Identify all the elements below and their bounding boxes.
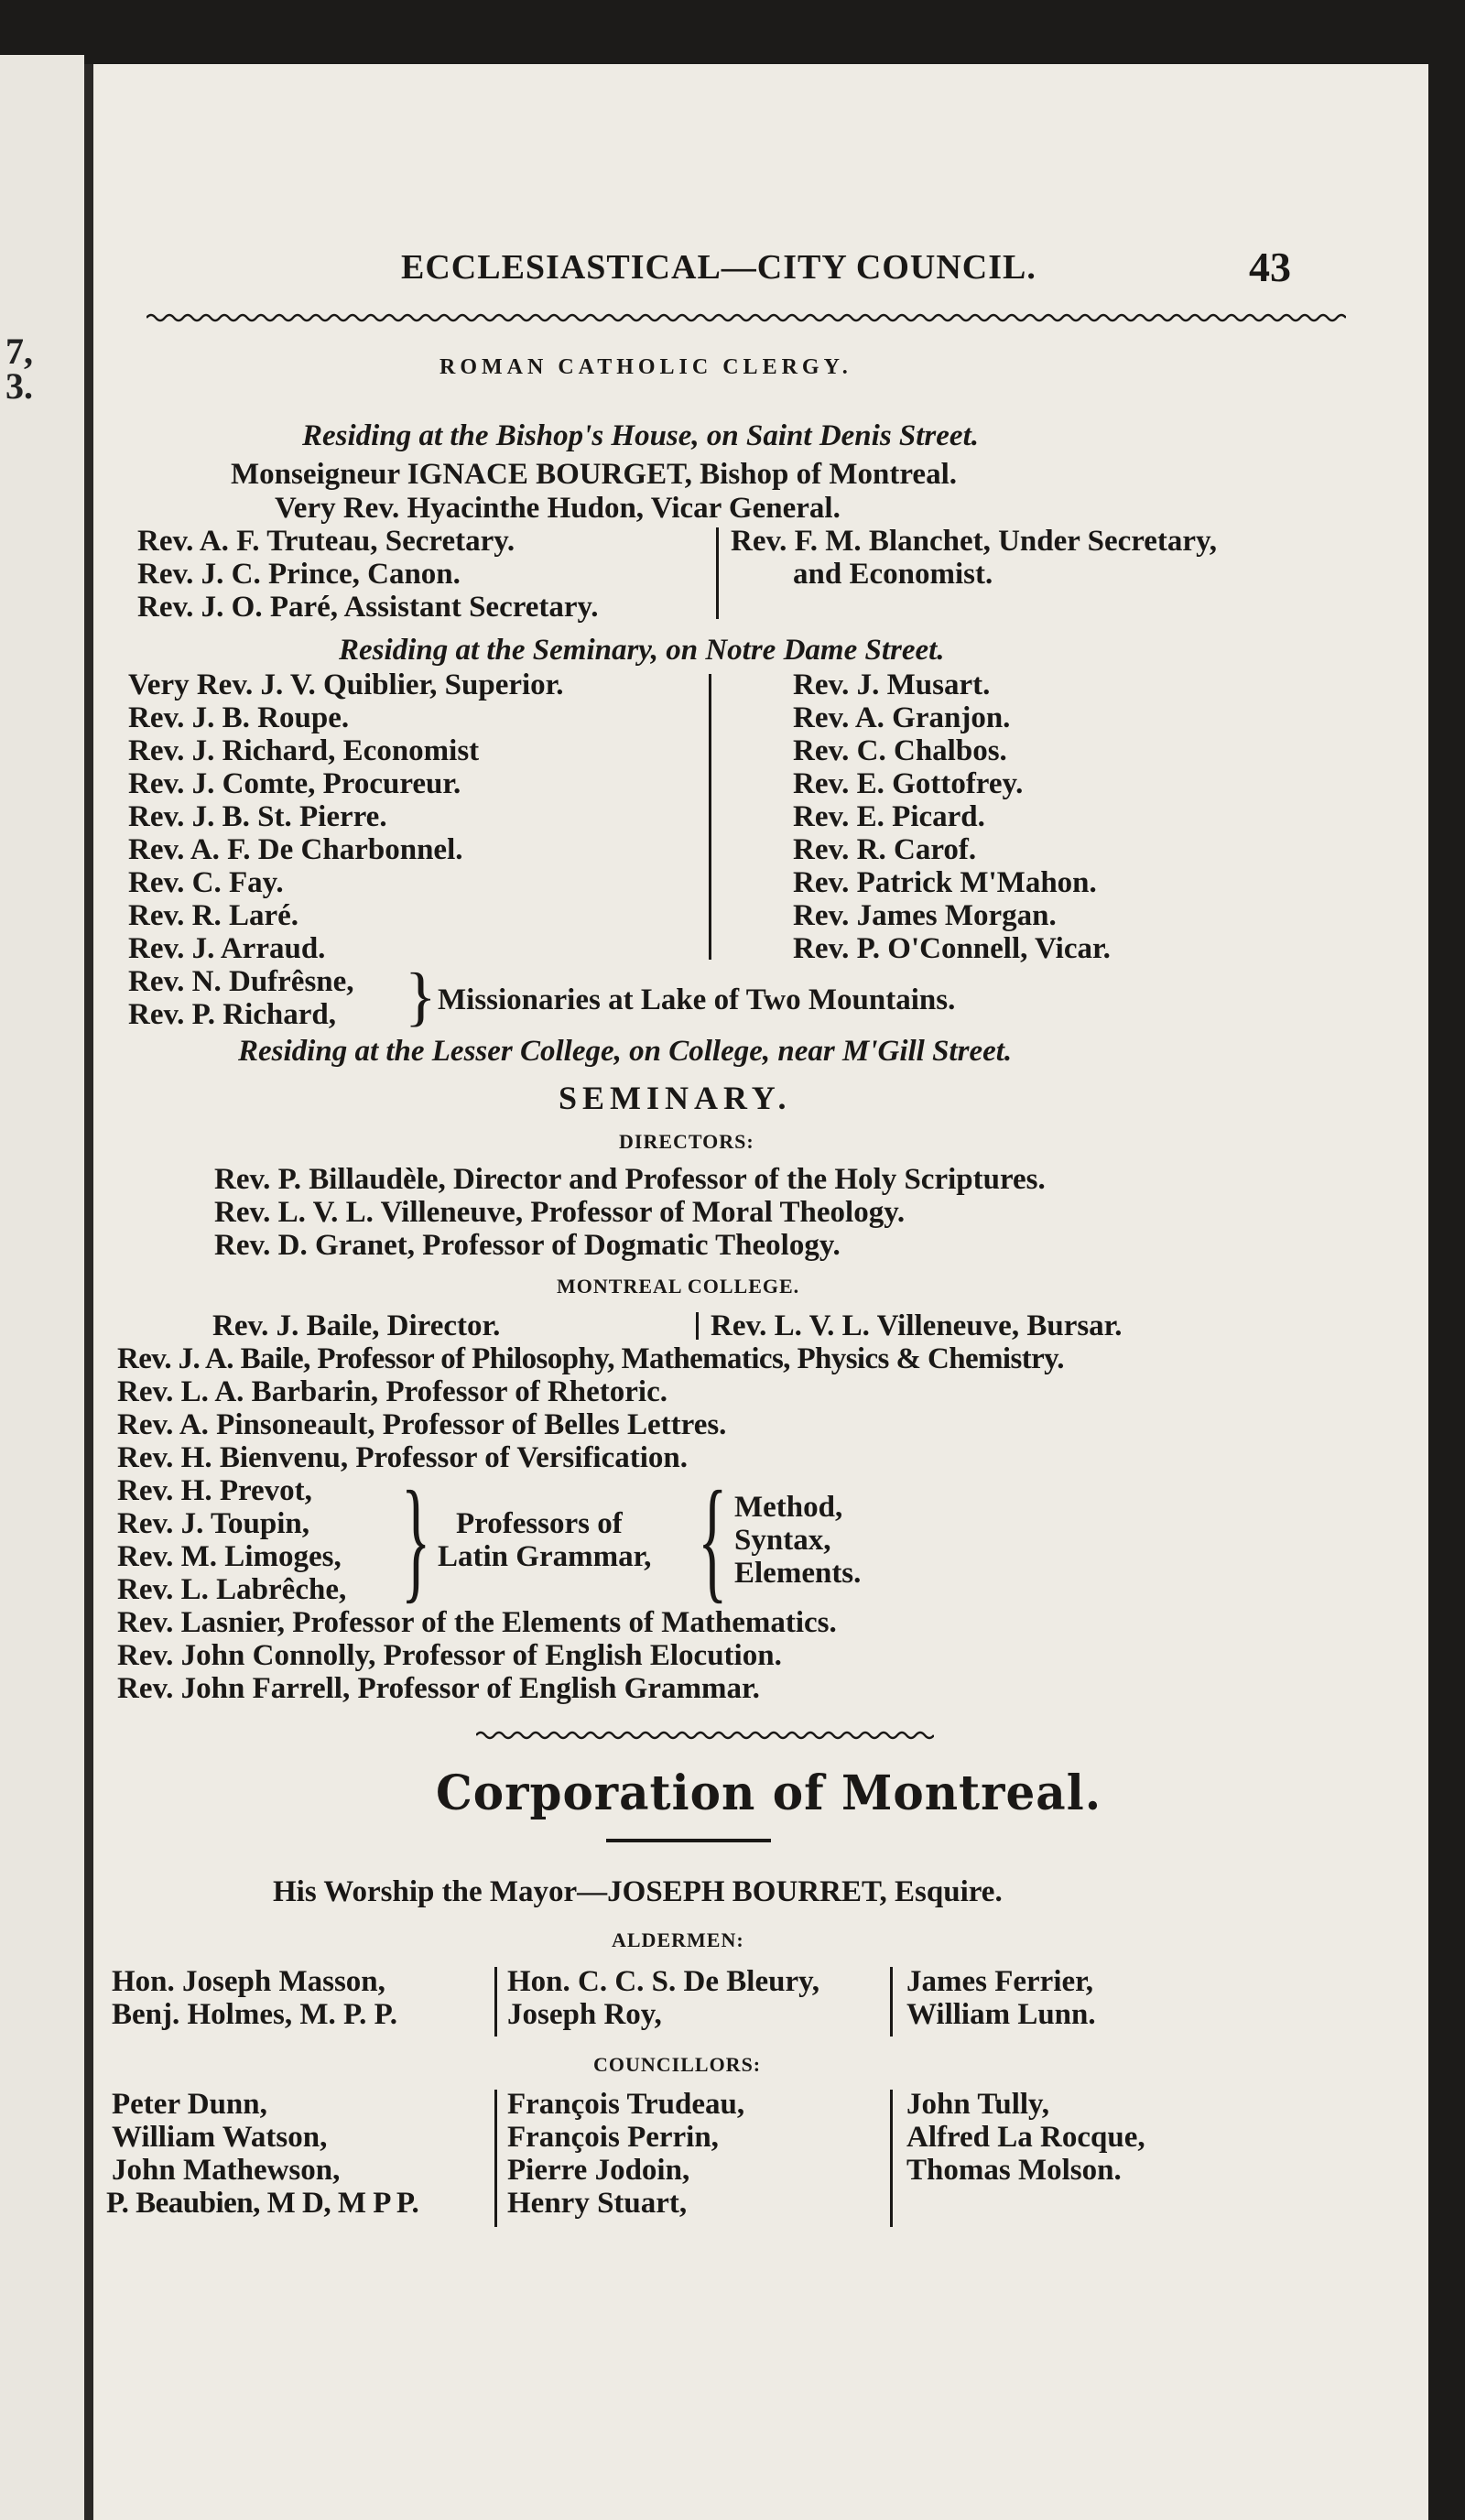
- brace-icon: {: [698, 1463, 728, 1615]
- clergy-entry: Rev. C. Chalbos.: [793, 734, 1007, 767]
- clergy-entry: Rev. E. Gottofrey.: [793, 767, 1024, 800]
- councillor-entry: John Mathewson,: [112, 2154, 341, 2187]
- clergy-entry: Rev. J. Arraud.: [128, 932, 326, 965]
- councillor-entry: John Tully,: [906, 2088, 1049, 2121]
- clergy-entry: Rev. J. Comte, Procureur.: [128, 767, 461, 800]
- brace-icon: }: [405, 960, 437, 1033]
- professor-entry: Rev. A. Pinsoneault, Professor of Belles Lettres.: [117, 1408, 727, 1441]
- alderman-entry: William Lunn.: [906, 1998, 1096, 2031]
- councillor-entry: William Watson,: [112, 2121, 328, 2154]
- clergy-entry: Rev. C. Fay.: [128, 866, 284, 899]
- councillor-entry: Pierre Jodoin,: [507, 2154, 690, 2187]
- alderman-entry: Hon. Joseph Masson,: [112, 1965, 385, 1998]
- column-divider: [696, 1312, 699, 1340]
- clergy-entry: Rev. J. B. St. Pierre.: [128, 800, 387, 833]
- margin-fragment: 3.: [5, 365, 33, 407]
- adjacent-page-edge: [0, 55, 84, 2520]
- clergy-entry: Rev. R. Laré.: [128, 899, 299, 932]
- title-underline: [606, 1839, 771, 1842]
- alderman-entry: Hon. C. C. S. De Bleury,: [507, 1965, 820, 1998]
- latin-professor: Rev. L. Labrêche,: [117, 1573, 347, 1606]
- clergy-entry: Rev. F. M. Blanchet, Under Secretary,: [731, 525, 1217, 558]
- clergy-entry: Rev. P. O'Connell, Vicar.: [793, 932, 1111, 965]
- college-bursar: Rev. L. V. L. Villeneuve, Bursar.: [711, 1309, 1123, 1342]
- seminary-title: SEMINARY.: [559, 1080, 792, 1116]
- councillor-entry: Alfred La Rocque,: [906, 2121, 1145, 2154]
- director-entry: Rev. P. Billaudèle, Director and Professor of the Holy Scriptures.: [214, 1163, 1046, 1196]
- clergy-entry: Rev. James Morgan.: [793, 899, 1057, 932]
- alderman-entry: Benj. Holmes, M. P. P.: [112, 1998, 397, 2031]
- clergy-entry: Rev. A. F. De Charbonnel.: [128, 833, 463, 866]
- aldermen-label: ALDERMEN:: [612, 1928, 744, 1951]
- bishop-entry: Monseigneur IGNACE BOURGET, Bishop of Montreal.: [231, 458, 957, 491]
- column-divider: [709, 674, 711, 960]
- clergy-entry: Rev. J. O. Paré, Assistant Secretary.: [137, 591, 599, 624]
- professor-entry: Rev. L. A. Barbarin, Professor of Rhetoric.: [117, 1375, 667, 1408]
- latin-professor: Rev. M. Limoges,: [117, 1540, 342, 1573]
- brace-icon: }: [401, 1463, 431, 1615]
- page-number: 43: [1249, 244, 1291, 290]
- councillor-entry: Thomas Molson.: [906, 2154, 1122, 2187]
- column-divider: [890, 1967, 893, 2037]
- college-director: Rev. J. Baile, Director.: [212, 1309, 501, 1342]
- councillor-entry: François Perrin,: [507, 2121, 719, 2154]
- clergy-entry: Rev. A. F. Truteau, Secretary.: [137, 525, 515, 558]
- professor-entry: Rev. H. Bienvenu, Professor of Versification.: [117, 1441, 689, 1474]
- director-entry: Rev. D. Granet, Professor of Dogmatic Theology.: [214, 1229, 841, 1262]
- clergy-entry: Rev. Patrick M'Mahon.: [793, 866, 1097, 899]
- councillor-entry: Henry Stuart,: [507, 2187, 688, 2220]
- latin-subject: Syntax,: [734, 1524, 831, 1557]
- latin-subject: Elements.: [734, 1557, 862, 1590]
- councillor-entry: P. Beaubien, M D, M P P.: [106, 2187, 419, 2220]
- mayor-entry: His Worship the Mayor—JOSEPH BOURRET, Esquire.: [273, 1875, 1003, 1908]
- clergy-entry: Rev. J. B. Roupe.: [128, 701, 350, 734]
- clergy-entry: Rev. J. C. Prince, Canon.: [137, 558, 461, 591]
- professor-entry: Rev. John Farrell, Professor of English Grammar.: [117, 1672, 760, 1705]
- clergy-entry: Rev. J. Richard, Economist: [128, 734, 480, 767]
- clergy-entry: Rev. R. Carof.: [793, 833, 977, 866]
- lesser-college-heading: Residing at the Lesser College, on College, near M'Gill Street.: [238, 1035, 1013, 1068]
- column-divider: [494, 1967, 497, 2037]
- councillors-label: COUNCILLORS:: [593, 2053, 762, 2076]
- vicar-entry: Very Rev. Hyacinthe Hudon, Vicar General.: [275, 492, 841, 525]
- professor-entry: Rev. J. A. Baile, Professor of Philosophy, Mathematics, Physics & Chemistry.: [117, 1342, 1064, 1375]
- clergy-entry: Rev. J. Musart.: [793, 668, 991, 701]
- latin-professor: Rev. J. Toupin,: [117, 1507, 310, 1540]
- professor-entry: Rev. John Connolly, Professor of English Elocution.: [117, 1639, 782, 1672]
- latin-professor: Rev. H. Prevot,: [117, 1474, 312, 1507]
- column-divider: [494, 2090, 497, 2227]
- latin-grammar-label: Professors of: [456, 1507, 623, 1540]
- clergy-entry: Rev. A. Granjon.: [793, 701, 1011, 734]
- section-wavy-rule: [476, 1729, 934, 1742]
- missionaries-note: Missionaries at Lake of Two Mountains.: [438, 983, 956, 1016]
- councillor-entry: Peter Dunn,: [112, 2088, 267, 2121]
- councillor-entry: François Trudeau,: [507, 2088, 745, 2121]
- directors-label: DIRECTORS:: [619, 1130, 754, 1153]
- column-divider: [890, 2090, 893, 2227]
- document-page: [84, 64, 1428, 2520]
- clergy-entry: Rev. P. Richard,: [128, 998, 337, 1031]
- margin-fragment: 7,: [5, 331, 33, 372]
- clergy-entry: and Economist.: [793, 558, 993, 591]
- corporation-title: Corporation of Montreal.: [436, 1764, 1102, 1821]
- director-entry: Rev. L. V. L. Villeneuve, Professor of Moral Theology.: [214, 1196, 906, 1229]
- running-title: ECCLESIASTICAL—CITY COUNCIL.: [401, 248, 1036, 287]
- column-divider: [716, 527, 719, 619]
- seminary-residence-heading: Residing at the Seminary, on Notre Dame Street.: [339, 634, 945, 667]
- clergy-entry: Rev. N. Dufrêsne,: [128, 965, 354, 998]
- header-wavy-rule: [146, 311, 1346, 324]
- bishops-house-heading: Residing at the Bishop's House, on Saint Denis Street.: [302, 419, 979, 452]
- latin-grammar-label: Latin Grammar,: [438, 1540, 652, 1573]
- clergy-entry: Rev. E. Picard.: [793, 800, 985, 833]
- latin-subject: Method,: [734, 1491, 843, 1524]
- alderman-entry: Joseph Roy,: [507, 1998, 662, 2031]
- alderman-entry: James Ferrier,: [906, 1965, 1094, 1998]
- clergy-heading: ROMAN CATHOLIC CLERGY.: [440, 355, 852, 379]
- professor-entry: Rev. Lasnier, Professor of the Elements of Mathematics.: [117, 1606, 837, 1639]
- clergy-entry: Very Rev. J. V. Quiblier, Superior.: [128, 668, 564, 701]
- montreal-college-label: MONTREAL COLLEGE.: [557, 1275, 800, 1298]
